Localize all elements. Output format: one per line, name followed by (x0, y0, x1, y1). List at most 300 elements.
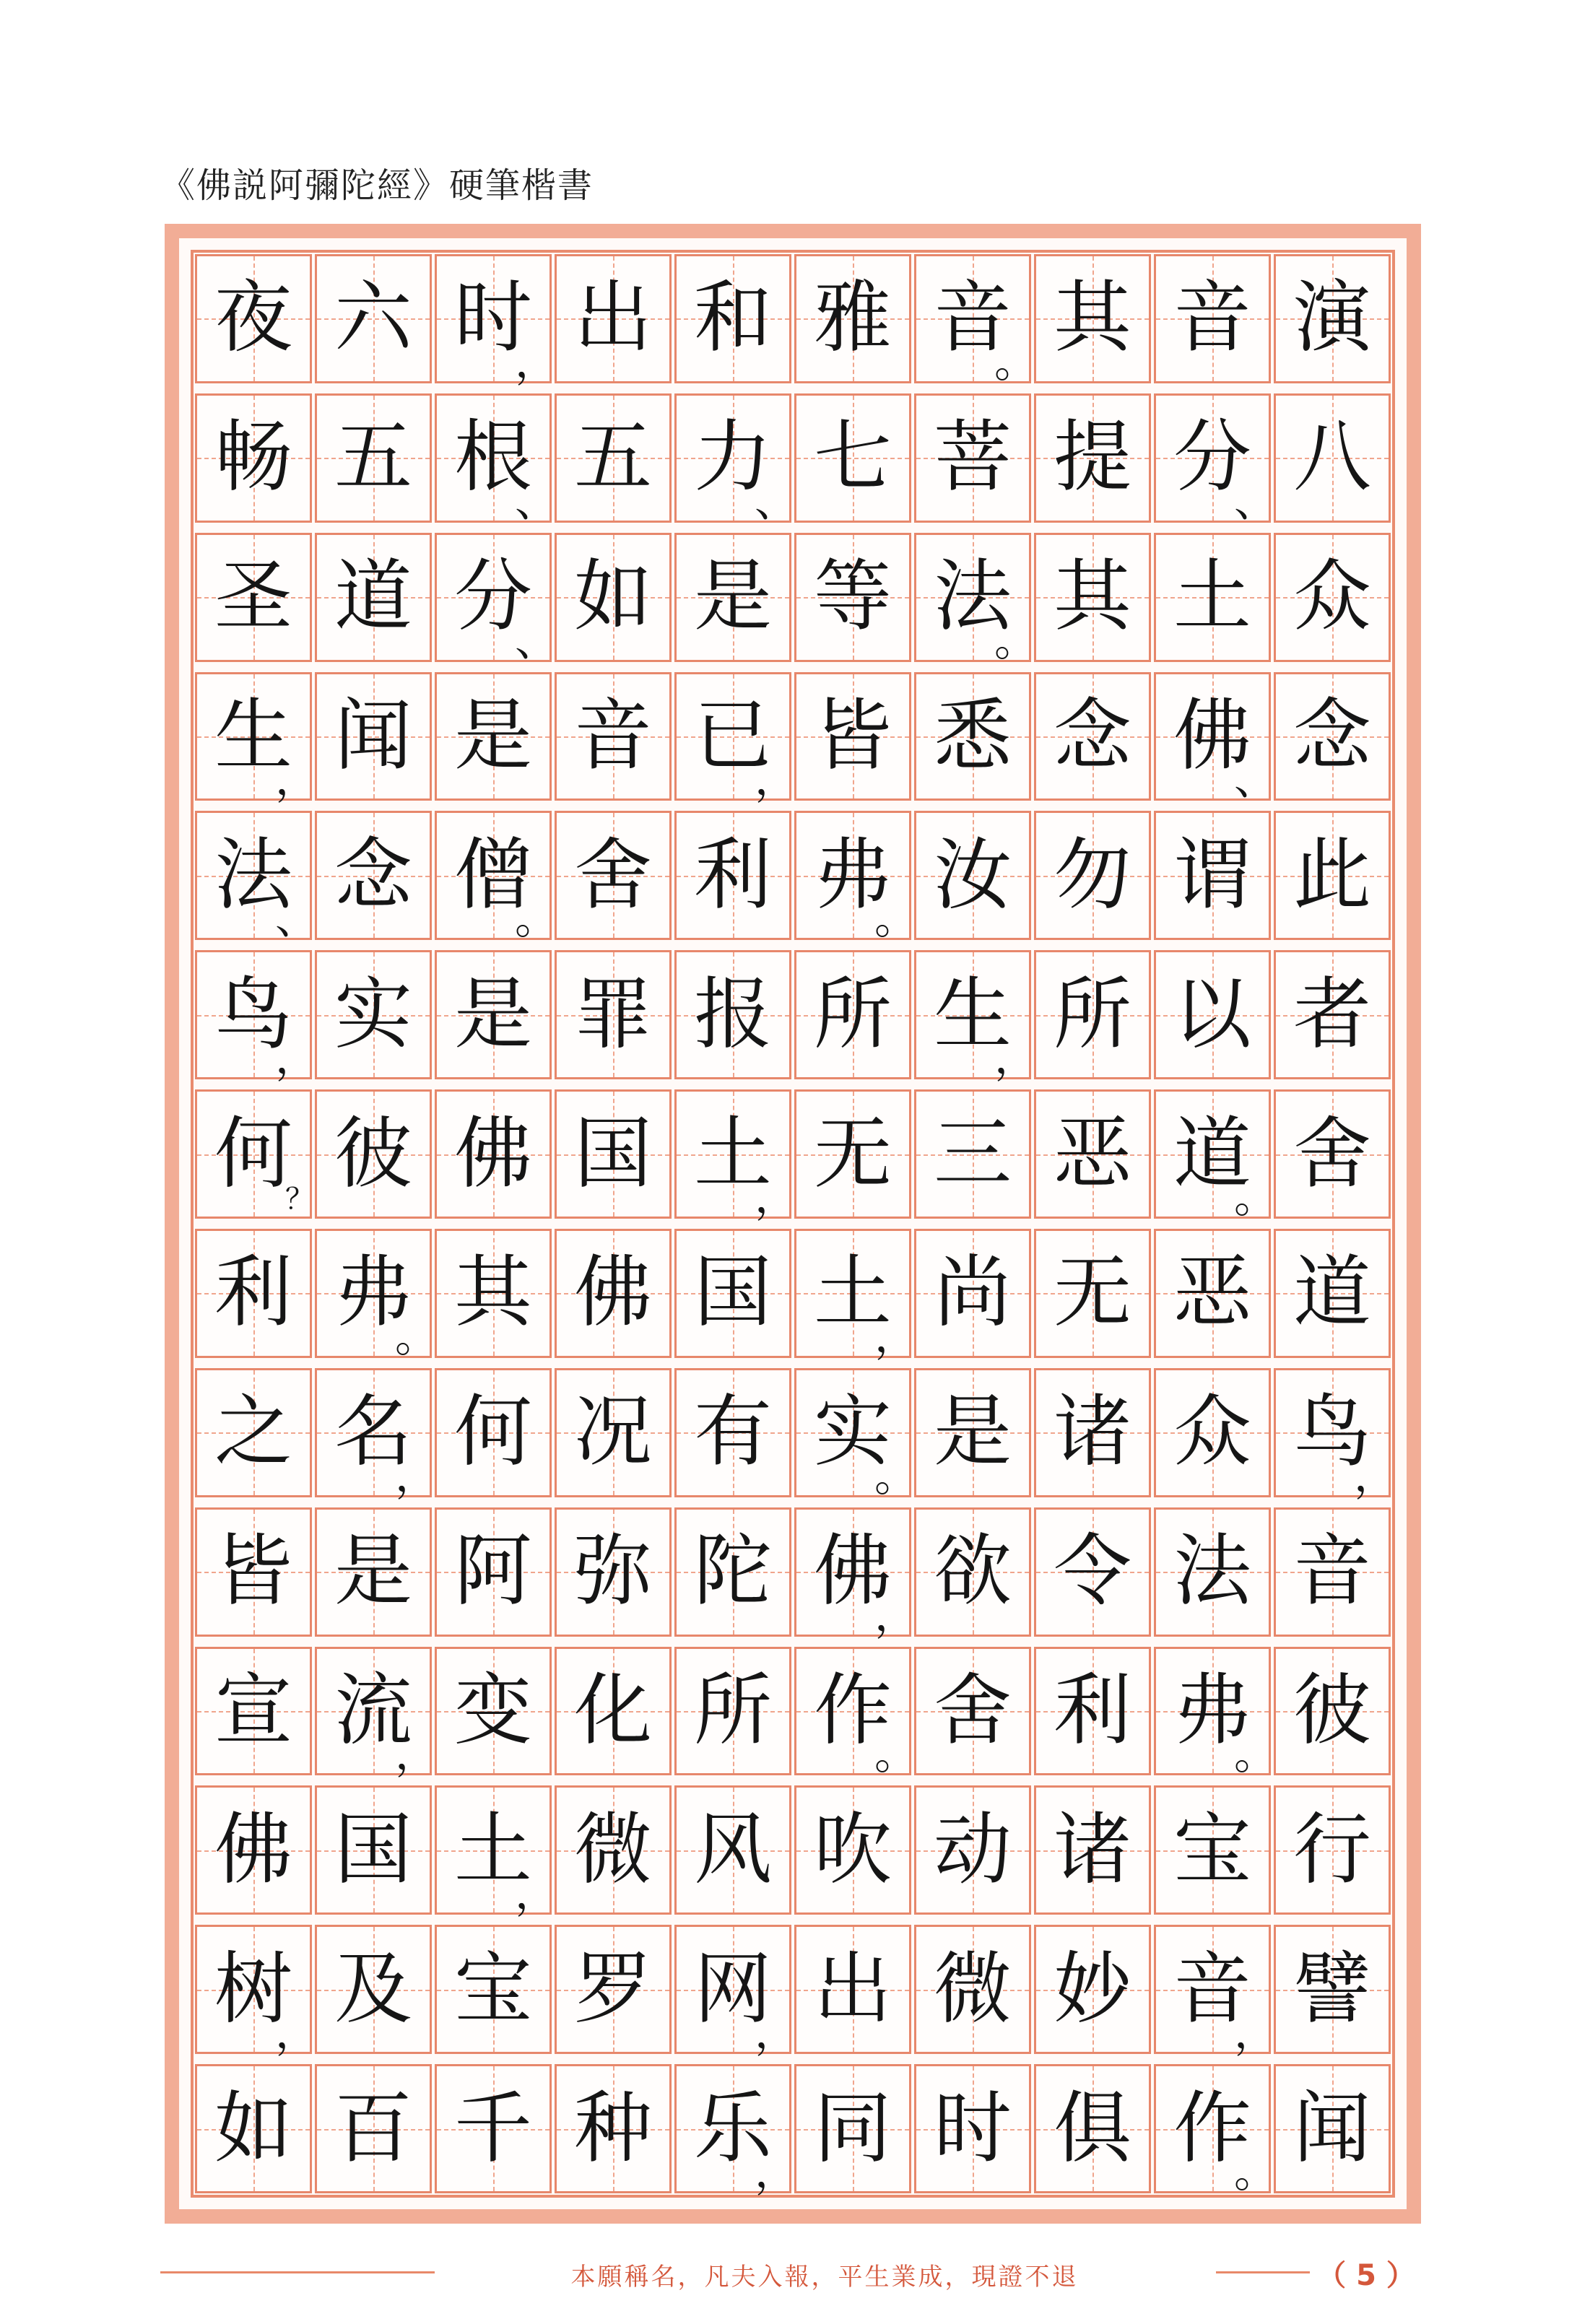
handwritten-character: 众 (1293, 552, 1371, 643)
handwritten-character: 道 (334, 552, 412, 643)
grid-cell (674, 1925, 798, 2059)
grid-cell (195, 1925, 318, 2059)
grid-cell (1154, 1089, 1277, 1223)
handwritten-character: 五 (573, 412, 652, 503)
handwritten-character: 流 (334, 1665, 412, 1756)
punctuation-mark: ， (275, 754, 318, 806)
punctuation-mark: ， (395, 1729, 438, 1780)
page-footer (160, 2251, 1421, 2294)
grid-cell (794, 1925, 911, 2054)
grid-cell (195, 2064, 312, 2193)
handwritten-character: 分 (453, 552, 532, 643)
handwritten-character: 无 (813, 1108, 892, 1199)
grid-cell (315, 672, 432, 801)
handwritten-character: 根 (453, 412, 532, 503)
handwritten-character: 力 (693, 412, 772, 503)
page-number: （ 5 ） (1317, 2259, 1415, 2292)
grid-cell (435, 1229, 552, 1358)
handwritten-character: 音 (933, 273, 1012, 364)
punctuation-mark: ， (1354, 1450, 1397, 1502)
handwritten-character: 佛 (1173, 690, 1251, 781)
punctuation-mark: 。 (515, 894, 558, 945)
handwritten-character: 此 (1293, 830, 1371, 921)
grid-cell (674, 1507, 791, 1637)
grid-cell (794, 1785, 911, 1915)
grid-cell (674, 393, 798, 527)
grid-cell (315, 811, 432, 940)
grid-cell (435, 1089, 552, 1219)
handwritten-character: 之 (214, 1387, 292, 1478)
grid-cell (555, 2064, 672, 2193)
footer-rule-left (160, 2271, 435, 2273)
punctuation-mark: ， (874, 1590, 918, 1641)
grid-cell (555, 1089, 672, 1219)
handwritten-character: 土 (453, 1804, 532, 1895)
handwritten-character: 恶 (1053, 1108, 1131, 1199)
handwritten-character: 土 (813, 1248, 892, 1339)
handwritten-character: 土 (693, 1108, 772, 1199)
handwritten-character: 微 (933, 1944, 1012, 2034)
grid-cell (435, 254, 558, 388)
punctuation-mark: 、 (1234, 754, 1277, 806)
character-grid (195, 254, 1397, 2198)
grid-cell (1274, 672, 1391, 801)
punctuation-mark: ， (755, 2147, 798, 2198)
handwritten-character: 念 (1053, 690, 1131, 781)
handwritten-character: 生 (933, 969, 1012, 1060)
grid-cell (555, 1647, 672, 1776)
handwritten-character: 令 (1053, 1526, 1131, 1617)
grid-cell (674, 533, 791, 662)
handwritten-character: 生 (214, 690, 292, 781)
grid-cell (1034, 1925, 1151, 2054)
grid-cell (914, 1089, 1031, 1219)
grid-cell (315, 1368, 438, 1502)
grid-cell (794, 2064, 911, 2193)
handwritten-character: 皆 (214, 1526, 292, 1617)
grid-cell (674, 1368, 791, 1497)
handwritten-character: 谓 (1173, 830, 1251, 921)
grid-cell (315, 254, 432, 383)
handwritten-character: 妙 (1053, 1944, 1131, 2034)
grid-cell (195, 811, 318, 945)
handwritten-character: 夜 (214, 273, 292, 364)
handwritten-character: 时 (453, 273, 532, 364)
grid-cell (1154, 1785, 1271, 1915)
grid-cell (914, 811, 1031, 940)
handwritten-character: 已 (693, 690, 772, 781)
grid-cell (1274, 1089, 1391, 1219)
grid-cell (914, 393, 1031, 523)
handwritten-character: 诸 (1053, 1804, 1131, 1895)
handwritten-character: 法 (933, 552, 1012, 643)
handwritten-character: 国 (693, 1248, 772, 1339)
handwritten-character: 变 (453, 1665, 532, 1756)
handwritten-character: 报 (693, 969, 772, 1060)
grid-cell (435, 393, 558, 527)
grid-cell (315, 2064, 432, 2193)
punctuation-mark: ， (755, 2008, 798, 2059)
grid-cell (435, 1785, 558, 1920)
handwritten-character: 行 (1293, 1804, 1371, 1895)
grid-cell (794, 672, 911, 801)
handwritten-character: 化 (573, 1665, 652, 1756)
punctuation-mark: ？ (285, 1183, 314, 1216)
handwritten-character: 菩 (933, 412, 1012, 503)
punctuation-mark: ， (275, 2008, 318, 2059)
grid-cell (1154, 533, 1271, 662)
grid-cell (435, 672, 552, 801)
handwritten-character: 其 (1053, 273, 1131, 364)
grid-cell (914, 1785, 1031, 1915)
handwritten-character: 鸟 (214, 969, 292, 1060)
grid-cell (315, 1089, 432, 1219)
handwritten-character: 汝 (933, 830, 1012, 921)
handwritten-character: 以 (1173, 969, 1251, 1060)
grid-cell (435, 811, 558, 945)
handwritten-character: 弥 (573, 1526, 652, 1617)
grid-cell (914, 672, 1031, 801)
grid-cell (1154, 2064, 1277, 2198)
grid-cell (195, 1089, 312, 1219)
grid-cell (315, 533, 432, 662)
handwritten-character: 网 (693, 1944, 772, 2034)
grid-cell (1274, 1368, 1397, 1502)
grid-cell (674, 2064, 798, 2198)
grid-cell (914, 1925, 1031, 2054)
handwritten-character: 无 (1053, 1248, 1131, 1339)
handwritten-character: 名 (334, 1387, 412, 1478)
grid-cell (1154, 811, 1271, 940)
handwritten-character: 实 (813, 1387, 892, 1478)
handwritten-character: 宝 (453, 1944, 532, 2034)
handwritten-character: 佛 (453, 1108, 532, 1199)
handwritten-character: 国 (334, 1804, 412, 1895)
grid-cell (1274, 1925, 1391, 2054)
punctuation-mark: ， (515, 336, 558, 388)
grid-cell (435, 1507, 552, 1637)
handwritten-character: 是 (453, 690, 532, 781)
grid-cell (674, 950, 791, 1079)
handwritten-character: 念 (334, 830, 412, 921)
handwritten-character: 鸟 (1293, 1387, 1371, 1478)
grid-cell (315, 1229, 438, 1362)
grid-cell (1274, 950, 1391, 1079)
punctuation-mark: ， (275, 1033, 318, 1084)
grid-cell (1274, 1647, 1391, 1776)
grid-cell (674, 811, 791, 940)
grid-cell (195, 393, 312, 523)
punctuation-mark: 、 (755, 476, 798, 527)
grid-cell (555, 672, 672, 801)
grid-cell (794, 1507, 918, 1641)
handwritten-character: 作 (813, 1665, 892, 1756)
grid-cell (1034, 1785, 1151, 1915)
grid-cell (1154, 393, 1277, 527)
grid-cell (315, 950, 432, 1079)
grid-cell (794, 254, 911, 383)
handwritten-character: 音 (1173, 273, 1251, 364)
handwritten-character: 风 (693, 1804, 772, 1895)
handwritten-character: 宣 (214, 1665, 292, 1756)
grid-cell (195, 1507, 312, 1637)
handwritten-character: 何 (453, 1387, 532, 1478)
grid-cell (555, 1925, 672, 2054)
punctuation-mark: ， (994, 1033, 1038, 1084)
handwritten-character: 恶 (1173, 1248, 1251, 1339)
grid-cell (794, 533, 911, 662)
punctuation-mark: 。 (1234, 1729, 1277, 1780)
grid-cell (914, 950, 1038, 1084)
handwritten-character: 佛 (573, 1248, 652, 1339)
handwritten-character: 如 (214, 2083, 292, 2174)
handwritten-character: 舍 (933, 1665, 1012, 1756)
grid-cell (195, 672, 318, 806)
grid-cell (1154, 1925, 1277, 2059)
handwritten-character: 圣 (214, 552, 292, 643)
grid-cell (555, 1368, 672, 1497)
punctuation-mark: 。 (395, 1311, 438, 1362)
grid-cell (794, 1647, 918, 1780)
punctuation-mark: ， (874, 1311, 918, 1362)
page-header-title: 《佛説阿彌陀經》硬筆楷書 (160, 165, 594, 206)
grid-cell (674, 1785, 791, 1915)
handwritten-character: 分 (1173, 412, 1251, 503)
grid-cell (1274, 1785, 1391, 1915)
handwritten-character: 悉 (933, 690, 1012, 781)
grid-cell (1034, 672, 1151, 801)
grid-cell (555, 1507, 672, 1637)
grid-cell (674, 672, 798, 806)
handwritten-character: 弗 (1173, 1665, 1251, 1756)
grid-cell (1034, 1089, 1151, 1219)
punctuation-mark: 、 (515, 615, 558, 666)
handwritten-character: 何 (214, 1108, 292, 1199)
handwritten-character: 雅 (813, 273, 892, 364)
handwritten-character: 者 (1293, 969, 1371, 1060)
handwritten-character: 诸 (1053, 1387, 1131, 1478)
handwritten-character: 作 (1173, 2083, 1251, 2174)
punctuation-mark: 。 (874, 894, 918, 945)
grid-cell (1154, 1229, 1271, 1358)
handwritten-character: 实 (334, 969, 412, 1060)
grid-cell (914, 2064, 1031, 2193)
grid-cell (794, 1229, 918, 1362)
grid-cell (555, 1785, 672, 1915)
grid-cell (555, 254, 672, 383)
grid-cell (195, 254, 312, 383)
handwritten-character: 动 (933, 1804, 1012, 1895)
handwritten-character: 彼 (334, 1108, 412, 1199)
handwritten-character: 五 (334, 412, 412, 503)
handwritten-character: 八 (1293, 412, 1371, 503)
handwritten-character: 利 (214, 1248, 292, 1339)
handwritten-character: 是 (453, 969, 532, 1060)
handwritten-character: 罪 (573, 969, 652, 1060)
grid-cell (315, 1925, 432, 2054)
grid-cell (1274, 393, 1391, 523)
grid-cell (1154, 1647, 1277, 1780)
handwritten-character: 道 (1173, 1108, 1251, 1199)
handwritten-character: 佛 (214, 1804, 292, 1895)
grid-cell (555, 533, 672, 662)
handwritten-character: 尚 (933, 1248, 1012, 1339)
grid-cell (794, 1089, 911, 1219)
handwritten-character: 土 (1173, 552, 1251, 643)
handwritten-character: 道 (1293, 1248, 1371, 1339)
grid-cell (555, 811, 672, 940)
handwritten-character: 闻 (1293, 2083, 1371, 2174)
handwritten-character: 种 (573, 2083, 652, 2174)
grid-cell (914, 1507, 1031, 1637)
grid-cell (195, 1647, 312, 1776)
grid-cell (1154, 254, 1271, 383)
handwritten-character: 其 (453, 1248, 532, 1339)
punctuation-mark: 。 (874, 1450, 918, 1502)
handwritten-character: 俱 (1053, 2083, 1131, 2174)
grid-cell (794, 393, 911, 523)
grid-cell (914, 254, 1038, 388)
handwritten-character: 吹 (813, 1804, 892, 1895)
grid-cell (555, 393, 672, 523)
handwritten-character: 六 (334, 273, 412, 364)
grid-cell (195, 533, 312, 662)
handwritten-character: 同 (813, 2083, 892, 2174)
grid-cell (914, 533, 1038, 666)
handwritten-character: 所 (1053, 969, 1131, 1060)
punctuation-mark: ， (395, 1450, 438, 1502)
handwritten-character: 树 (214, 1944, 292, 2034)
handwritten-character: 况 (573, 1387, 652, 1478)
grid-cell (914, 1647, 1031, 1776)
handwritten-character: 演 (1293, 273, 1371, 364)
punctuation-mark: 。 (994, 615, 1038, 666)
handwritten-character: 欲 (933, 1526, 1012, 1617)
handwritten-character: 畅 (214, 412, 292, 503)
grid-cell (555, 1229, 672, 1358)
grid-cell (1034, 950, 1151, 1079)
grid-cell (914, 1368, 1031, 1497)
handwritten-character: 阿 (453, 1526, 532, 1617)
handwritten-character: 音 (573, 690, 652, 781)
grid-cell (555, 950, 672, 1079)
handwritten-character: 陀 (693, 1526, 772, 1617)
grid-cell (315, 1647, 438, 1780)
grid-cell (674, 254, 791, 383)
handwritten-character: 众 (1173, 1387, 1251, 1478)
handwritten-character: 国 (573, 1108, 652, 1199)
grid-cell (1154, 950, 1271, 1079)
grid-cell (1034, 2064, 1151, 2193)
grid-cell (674, 1647, 791, 1776)
grid-cell (1154, 672, 1277, 806)
grid-cell (1034, 533, 1151, 662)
handwritten-character: 利 (693, 830, 772, 921)
handwritten-character: 音 (1293, 1526, 1371, 1617)
grid-cell (195, 1785, 312, 1915)
handwritten-character: 彼 (1293, 1665, 1371, 1756)
handwritten-character: 弗 (334, 1248, 412, 1339)
punctuation-mark: ， (1234, 2008, 1277, 2059)
handwritten-character: 时 (933, 2083, 1012, 2174)
grid-cell (1034, 1368, 1151, 1497)
handwritten-character: 及 (334, 1944, 412, 2034)
grid-cell (435, 533, 558, 666)
handwritten-character: 千 (453, 2083, 532, 2174)
punctuation-mark: ， (755, 1172, 798, 1223)
footer-rule-right (1216, 2271, 1310, 2273)
grid-cell (195, 1368, 312, 1497)
handwritten-character: 是 (693, 552, 772, 643)
handwritten-character: 弗 (813, 830, 892, 921)
grid-cell (1154, 1368, 1271, 1497)
grid-cell (1034, 254, 1151, 383)
handwritten-character: 僧 (453, 830, 532, 921)
grid-cell (195, 950, 318, 1084)
grid-cell (794, 950, 911, 1079)
handwritten-character: 如 (573, 552, 652, 643)
handwritten-character: 百 (334, 2083, 412, 2174)
handwritten-character: 法 (1173, 1526, 1251, 1617)
handwritten-character: 舍 (573, 830, 652, 921)
handwritten-character: 出 (573, 273, 652, 364)
punctuation-mark: 。 (994, 336, 1038, 388)
handwritten-character: 提 (1053, 412, 1131, 503)
handwritten-character: 所 (693, 1665, 772, 1756)
punctuation-mark: 、 (275, 894, 318, 945)
handwritten-character: 音 (1173, 1944, 1251, 2034)
punctuation-mark: 、 (1234, 476, 1277, 527)
grid-cell (195, 1229, 312, 1358)
grid-cell (1274, 1507, 1391, 1637)
handwritten-character: 其 (1053, 552, 1131, 643)
grid-cell (435, 1368, 552, 1497)
punctuation-mark: 。 (874, 1729, 918, 1780)
grid-cell (794, 1368, 918, 1502)
grid-cell (1274, 2064, 1391, 2193)
grid-cell (1154, 1507, 1271, 1637)
footer-motto: 本願稱名，凡夫入報，平生業成，現證不退 (570, 2263, 1079, 2292)
grid-cell (914, 1229, 1031, 1358)
grid-cell (315, 393, 432, 523)
handwritten-character: 三 (933, 1108, 1012, 1199)
punctuation-mark: ， (755, 754, 798, 806)
handwritten-character: 等 (813, 552, 892, 643)
grid-cell (435, 1925, 552, 2054)
punctuation-mark: ， (515, 1868, 558, 1920)
handwritten-character: 皆 (813, 690, 892, 781)
handwritten-character: 念 (1293, 690, 1371, 781)
punctuation-mark: 。 (1234, 1172, 1277, 1223)
punctuation-mark: 、 (515, 476, 558, 527)
grid-cell (1034, 393, 1151, 523)
grid-cell (315, 1507, 432, 1637)
grid-cell (1274, 533, 1391, 662)
handwritten-character: 七 (813, 412, 892, 503)
grid-cell (1274, 254, 1391, 383)
grid-cell (674, 1229, 791, 1358)
grid-cell (435, 2064, 552, 2193)
handwritten-character: 舍 (1293, 1108, 1371, 1199)
grid-cell (794, 811, 918, 945)
handwritten-character: 和 (693, 273, 772, 364)
handwritten-character: 勿 (1053, 830, 1131, 921)
handwritten-character: 闻 (334, 690, 412, 781)
handwritten-character: 利 (1053, 1665, 1131, 1756)
grid-cell (1034, 1647, 1151, 1776)
grid-cell (315, 1785, 432, 1915)
grid-cell (435, 1647, 552, 1776)
